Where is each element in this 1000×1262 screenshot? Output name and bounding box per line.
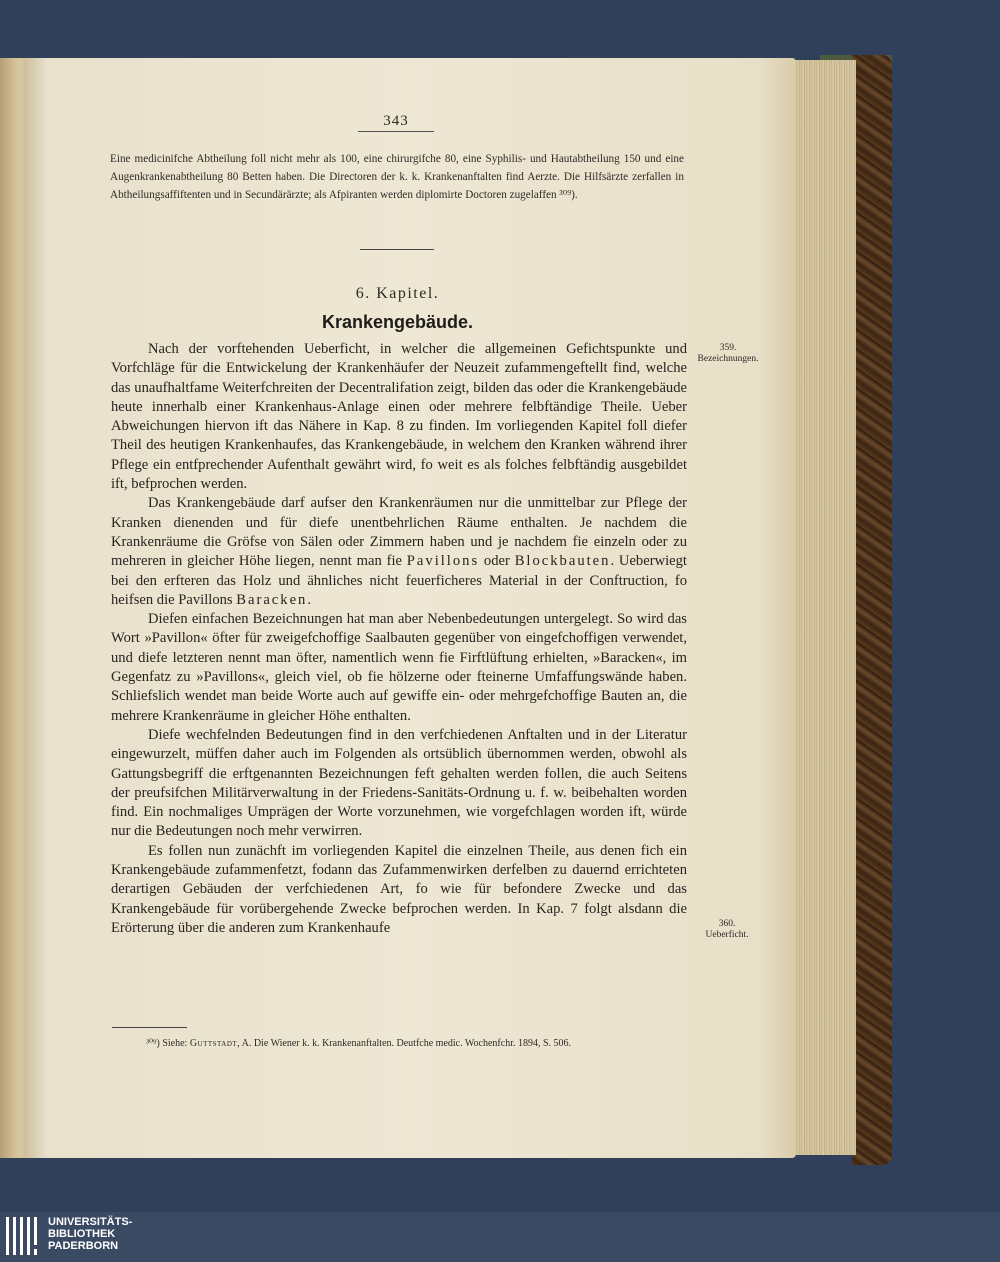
library-logo-icon bbox=[4, 1217, 44, 1257]
page-number: 343 bbox=[358, 113, 434, 132]
footnote-text: Siehe: bbox=[159, 1038, 190, 1049]
term-baracken: Baracken bbox=[236, 591, 308, 608]
paragraph-2-text: . Ueberwiegt bei den erfteren das Holz und ähnliches nicht feuerficheres Material in der Conftruction, fo heifsen die Pavillons bbox=[111, 553, 687, 608]
footnote bbox=[146, 1038, 706, 1049]
margin-note-label: Bezeichnungen. bbox=[697, 354, 759, 364]
footnote-author: Guttstadt bbox=[189, 1038, 238, 1049]
margin-note-360 bbox=[694, 919, 760, 941]
library-logo-text[interactable] bbox=[48, 1216, 132, 1252]
term-pavillons: Pavillons bbox=[406, 553, 480, 570]
paragraph-2-text: Das Krankengebäude darf aufser den Krankenräumen nur die unmittelbar zur Pflege der Kranken dienenden und für diefe unentbehrlichen Räume enthalten. Je nachdem die Krankenräume die Gröfse von Sälen oder Zimmern haben und je nachdem fie einzeln oder zu mehreren in gleicher Höhe liegen, nennt man fie bbox=[111, 495, 687, 570]
paragraph-2-text: oder bbox=[479, 553, 515, 570]
margin-note-label: Ueberficht. bbox=[705, 930, 749, 940]
library-footer-bar bbox=[0, 1212, 1000, 1262]
paragraph-1: Nach der vorftehenden Ueberficht, in welcher die allgemeinen Gefichtspunkte und Vorfchläge für die Entwickelung der Krankenhäufer der Neuzeit zufammengeftellt find, welche das unaufhaltfame Weiterfchreiten der Decentralifation zeigt, bilden das oder die Krankengebäude heute innerhalb einer Krankenhaus-Anlage einen oder mehrere felbftändige Theile. Ueber Abweichungen hiervon ift das Nähere in Kap. 8 zu finden. Im vorliegenden Kapitel foll diefer Theil des heutigen Krankenhaufes, das Krankengebäude, in welchem den Kranken während ihrer Pflege ein entfprechender Aufenthalt gewährt wird, fo weit es als folches felbftändig ausgebildet ift, befprochen werden. bbox=[111, 341, 687, 493]
body-text bbox=[111, 340, 687, 938]
section-divider bbox=[360, 249, 434, 250]
logo-line-2: BIBLIOTHEK bbox=[48, 1228, 116, 1240]
footnote-number: ³⁰⁹) bbox=[146, 1038, 160, 1049]
book-cover bbox=[852, 55, 892, 1165]
chapter-title: Krankengebäude. bbox=[321, 312, 474, 332]
paragraph-5: Es follen nun zunächft im vorliegenden Kapitel die einzelnen Theile, aus denen fich ein Krankengebäude zufammenfetzt, fodann das Zufammenwirken derfelben zu dauernd errichteten derartigen Gebäuden der verfchiedenen Art, fo wie für befondere Zwecke und das Krankengebäude für vorübergehende Zwecke befprochen werden. In Kap. 7 folgt alsdann die Erörterung über die anderen zum Krankenhaufe bbox=[111, 842, 687, 936]
paragraph-2 bbox=[111, 494, 687, 610]
page-edges bbox=[790, 60, 856, 1155]
margin-note-359 bbox=[690, 343, 766, 365]
intro-paragraph: Eine medicinifche Abtheilung foll nicht mehr als 100, eine chirurgifche 80, eine Syphilis- und Hautabtheilung 150 und eine Augenkrankenabtheilung 80 Betten haben. Die Directoren der k. k. Krankenanftalten find Aerzte. Die Hilfsärzte zerfallen in Abtheilungsaffiftenten und in Secundärärzte; als Afpiranten werden diplomirte Doctoren zugelaffen ³⁰⁹). bbox=[110, 153, 684, 202]
margin-note-number: 359. bbox=[719, 343, 737, 353]
logo-line-3: PADERBORN bbox=[48, 1240, 119, 1252]
logo-line-1: UNIVERSITÄTS- bbox=[48, 1216, 133, 1228]
term-blockbauten: Blockbauten bbox=[514, 553, 611, 570]
chapter-label: 6. Kapitel. bbox=[355, 285, 440, 302]
paragraph-2-text: . bbox=[307, 591, 312, 608]
footnote-text: , A. Die Wiener k. k. Krankenanftalten. Deutfche medic. Wochenfchr. 1894, S. 506. bbox=[237, 1038, 572, 1049]
margin-note-number: 360. bbox=[718, 919, 736, 929]
paragraph-4: Diefe wechfelnden Bedeutungen find in den verfchiedenen Anftalten und in der Literatur eingewurzelt, müffen daher auch im Folgenden als ortsüblich übernommen werden, obwohl als Gattungsbegriff die erftgenannten Bezeichnungen feft gehalten werden follen, die auch Seitens der preufsifchen Militärverwaltung in der Friedens-Sanitäts-Ordnung u. f. w. beibehalten worden find. Ein nochmaliges Umprägen der Worte vorzunehmen, wie vorgefchlagen worden ift, würde nur die Bedeutungen noch mehr verwirren. bbox=[111, 726, 687, 840]
paragraph-3: Diefen einfachen Bezeichnungen hat man aber Nebenbedeutungen untergelegt. So wird das Wort »Pavillon« öfter für zweigefchoffige Saalbauten gegenüber von eingefchoffigen verwendet, und diefe letzteren nennt man öfter, namentlich wenn fie Firftlüftung erhielten, »Baracken«, im Gegenfatz zu »Pavillons«, gleich viel, ob fie hölzerne oder fteinerne Umfaffungswände haben. Schliefslich wendet man beide Worte auch auf gewiffe ein- oder mehrgefchoffige Bauten an, die mehrere Krankenräume in gleicher Höhe enthalten. bbox=[111, 611, 687, 724]
footnote-rule bbox=[112, 1027, 187, 1028]
